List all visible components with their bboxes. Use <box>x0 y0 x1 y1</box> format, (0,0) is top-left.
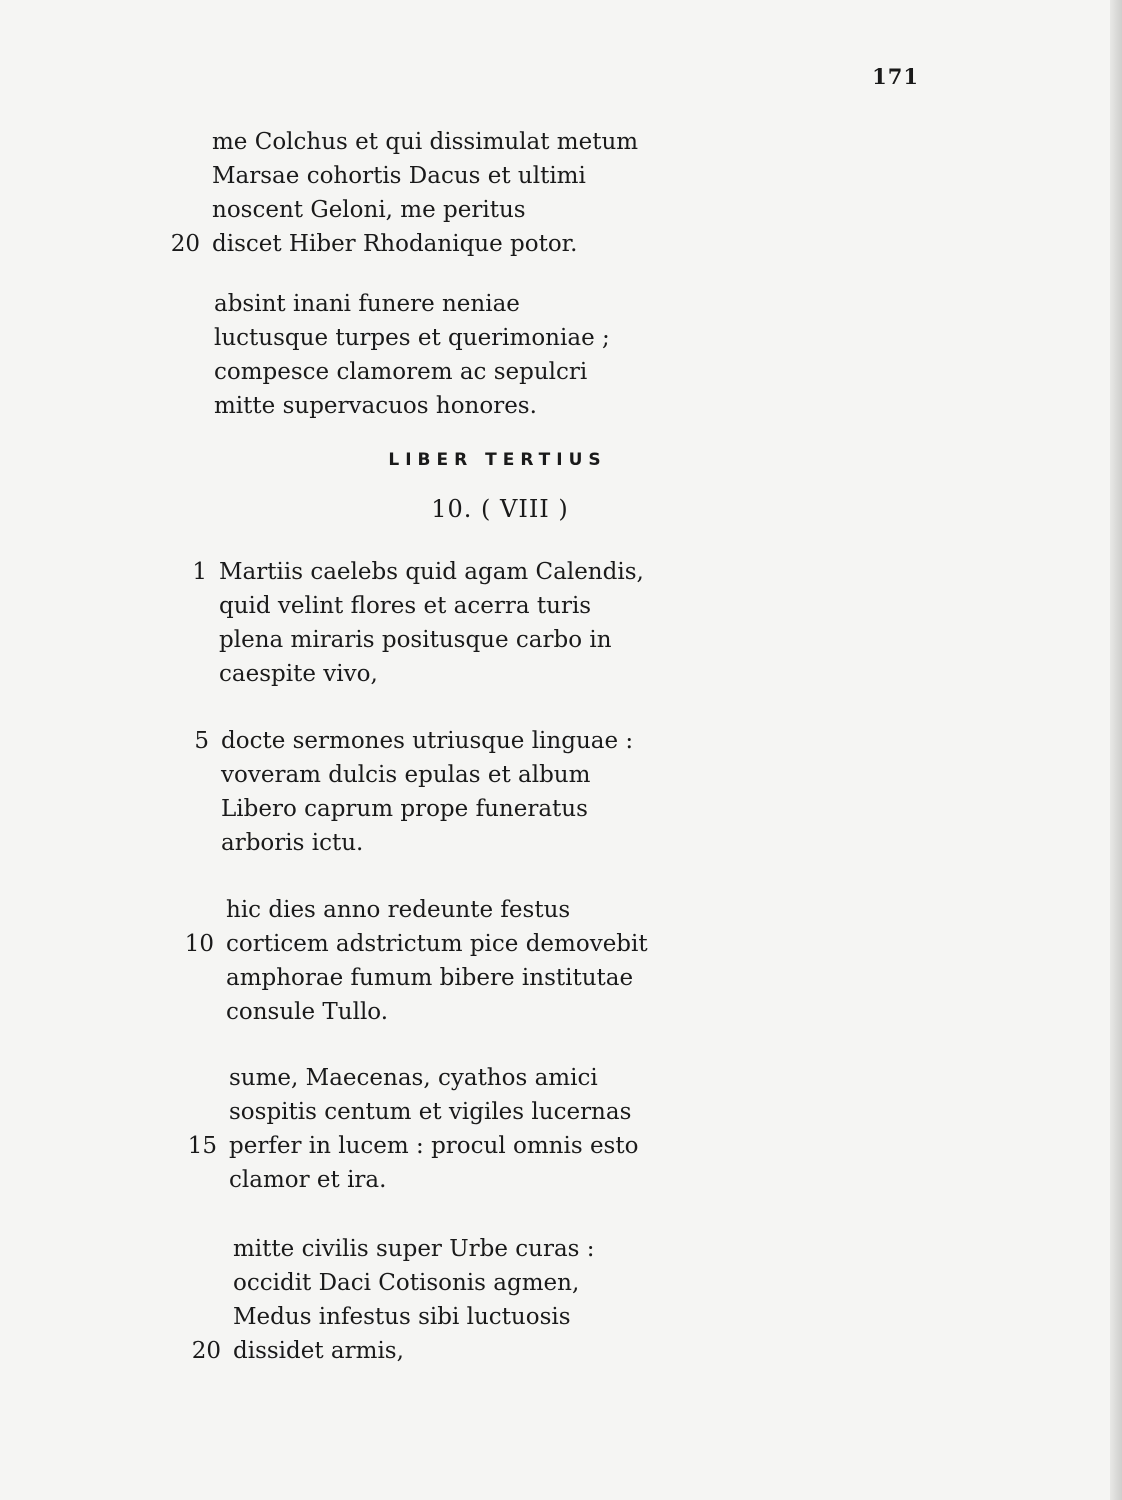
verse-text: voveram dulcis epulas et album <box>221 762 591 788</box>
verse-text: luctusque turpes et querimoniae ; <box>214 325 610 351</box>
verse-text: sume, Maecenas, cyathos amici <box>229 1065 598 1091</box>
verse-text: compesce clamorem ac sepulcri <box>214 359 588 385</box>
verse-line <box>214 287 610 321</box>
verse-text: quid velint flores et acerra turis <box>219 593 592 619</box>
verse-text: discet Hiber Rhodanique potor. <box>212 231 578 257</box>
verse-line <box>226 995 648 1029</box>
verse-line <box>226 893 648 927</box>
verse-text: amphorae fumum bibere institutae <box>226 965 634 991</box>
verse-line <box>229 1163 638 1197</box>
line-number: 20 <box>191 1338 221 1364</box>
verse-text: me Colchus et qui dissimulat metum <box>212 129 639 155</box>
verse-text: corticem adstrictum pice demovebit <box>226 931 648 957</box>
line-number: 5 <box>194 728 209 754</box>
verse-line <box>191 1334 595 1368</box>
verse-text: clamor et ira. <box>229 1167 387 1193</box>
verse-line <box>194 724 634 758</box>
verse-line <box>229 1095 638 1129</box>
verse-line <box>221 826 633 860</box>
line-number: 10 <box>184 931 214 957</box>
verse-text: noscent Geloni, me peritus <box>212 197 526 223</box>
verse-line <box>192 555 644 589</box>
verse-text: occidit Daci Cotisonis agmen, <box>233 1270 580 1296</box>
verse-text: Medus infestus sibi luctuosis <box>233 1304 571 1330</box>
verse-line <box>226 961 648 995</box>
verse-line <box>214 389 610 423</box>
stanza <box>214 287 610 423</box>
verse-text: mitte civilis super Urbe curas : <box>233 1236 595 1262</box>
poem-title: 10. ( VIII ) <box>431 495 569 523</box>
verse-line <box>221 758 633 792</box>
verse-line <box>212 159 638 193</box>
verse-line <box>214 321 610 355</box>
verse-line <box>229 1061 638 1095</box>
verse-line <box>170 227 638 261</box>
verse-line <box>187 1129 639 1163</box>
verse-line <box>233 1266 595 1300</box>
stanza <box>187 1061 639 1197</box>
verse-text: absint inani funere neniae <box>214 291 520 317</box>
line-number: 15 <box>187 1133 217 1159</box>
verse-text: perfer in lucem : procul omnis esto <box>229 1133 639 1159</box>
verse-text: Marsae cohortis Dacus et ultimi <box>212 163 586 189</box>
line-number: 20 <box>170 231 200 257</box>
stanza <box>170 125 639 261</box>
stanza <box>184 893 648 1029</box>
verse-text: Libero caprum prope funeratus <box>221 796 588 822</box>
verse-text: docte sermones utriusque linguae : <box>221 728 634 754</box>
page-edge-shadow <box>1110 0 1122 1500</box>
verse-line <box>219 623 644 657</box>
verse-line <box>219 589 644 623</box>
verse-line <box>233 1300 595 1334</box>
line-number: 1 <box>192 559 207 585</box>
stanza <box>194 724 634 860</box>
verse-line <box>214 355 610 389</box>
stanza <box>191 1232 595 1368</box>
verse-line <box>221 792 633 826</box>
verse-text: plena miraris positusque carbo in <box>219 627 612 653</box>
book-title: LIBER TERTIUS <box>388 450 607 470</box>
verse-text: sospitis centum et vigiles lucernas <box>229 1099 632 1125</box>
verse-text: Martiis caelebs quid agam Calendis, <box>219 559 644 585</box>
verse-text: dissidet armis, <box>233 1338 404 1364</box>
verse-line <box>219 657 644 691</box>
verse-line <box>233 1232 595 1266</box>
stanza <box>192 555 644 691</box>
verse-text: consule Tullo. <box>226 999 389 1025</box>
verse-text: caespite vivo, <box>219 661 378 687</box>
verse-line <box>184 927 648 961</box>
verse-text: hic dies anno redeunte festus <box>226 897 571 923</box>
verse-line <box>212 193 638 227</box>
verse-text: mitte supervacuos honores. <box>214 393 537 419</box>
page-number: 171 <box>872 64 919 89</box>
verse-line <box>212 125 638 159</box>
verse-text: arboris ictu. <box>221 830 364 856</box>
